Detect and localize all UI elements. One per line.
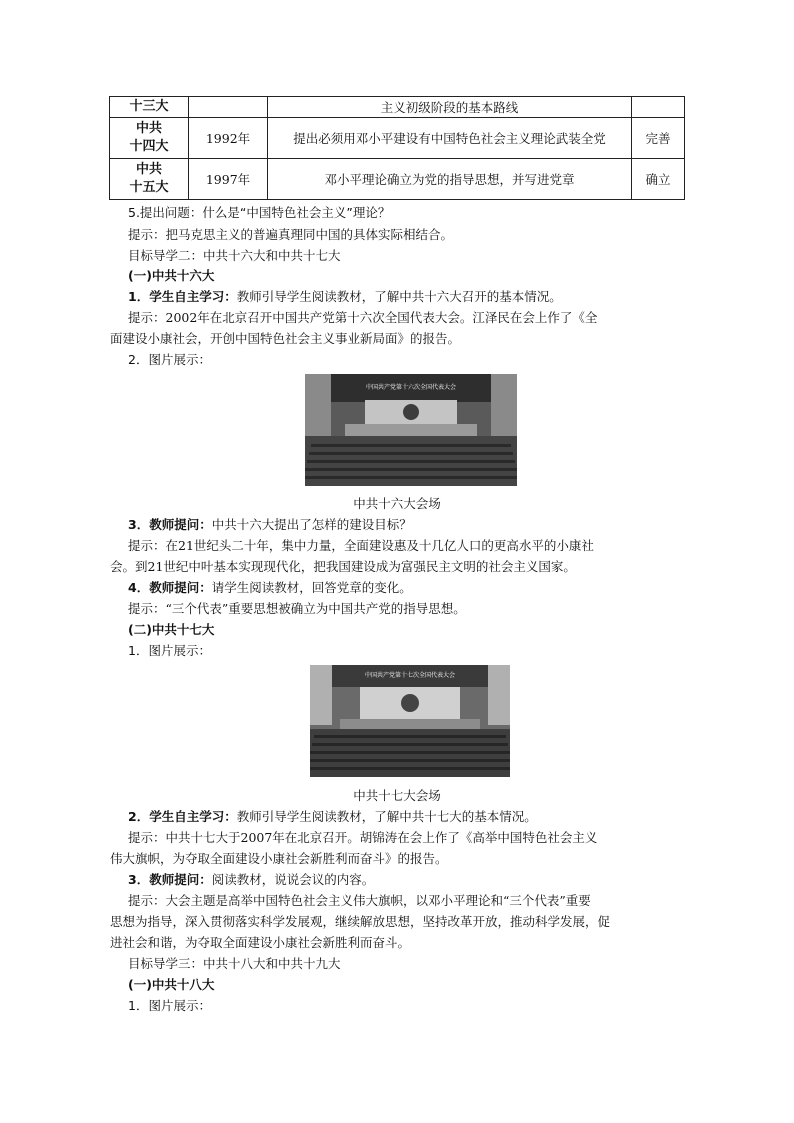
s16-item-3 — [128, 517, 412, 533]
congress-17-caption: 中共十七大会场 — [353, 788, 441, 803]
s17-item-3-hint-line-3: 进社会和谐，为夺取全面建设小康社会新胜利而奋斗。 — [110, 935, 411, 950]
table-row — [110, 118, 685, 159]
session-text: 中共 十五大 — [129, 162, 169, 195]
s16-item-3-hint-line-1: 提示：在21世纪头二十年，集中力量，全面建设惠及十几亿人口的更高水平的小康社 — [128, 538, 594, 553]
s18-item-1: 1．图片展示： — [128, 998, 211, 1013]
status-cell: 确立 — [632, 159, 685, 200]
section-17-heading: (二)中共十七大 — [128, 622, 215, 637]
section-18-heading: (一)中共十八大 — [128, 977, 215, 992]
photo-banner-text: 中国共产党第十七次全国代表大会 — [364, 672, 456, 679]
item-text: 教师引导学生阅读教材，了解中共十六大召开的基本情况。 — [236, 289, 562, 304]
congress-17-photo — [310, 665, 510, 777]
year-cell: 1997年 — [189, 159, 268, 200]
s16-item-2: 2．图片展示： — [128, 352, 211, 367]
section-16-heading: (一)中共十六大 — [128, 268, 215, 283]
party-congress-table — [109, 96, 685, 200]
session-cell — [110, 159, 189, 200]
goal-2-title — [128, 248, 341, 264]
s16-item-4 — [128, 580, 412, 596]
item-label: 4．教师提问： — [128, 580, 212, 595]
item-text: 教师引导学生阅读教材，了解中共十七大的基本情况。 — [236, 809, 537, 824]
year-cell: 1992年 — [189, 118, 268, 159]
goal-3-text: 目标导学三：中共十八大和中共十九大 — [128, 956, 341, 971]
goal-3-title — [128, 956, 341, 972]
s17-item-2-hint-line-2: 伟大旗帜，为夺取全面建设小康社会新胜利而奋斗》的报告。 — [110, 851, 448, 866]
congress-16-photo — [305, 374, 517, 486]
goal-2-text: 目标导学二：中共十六大和中共十七大 — [128, 248, 341, 263]
s17-item-2-hint-line-1: 提示：中共十七大于2007年在北京召开。胡锦涛在会上作了《高举中国特色社会主义 — [128, 830, 598, 845]
item-label: 1．学生自主学习： — [128, 289, 237, 304]
s16-item-3-hint-line-2: 会。到21世纪中叶基本实现现代化，把我国建设成为富强民主文明的社会主义国家。 — [110, 559, 576, 574]
s17-item-2 — [128, 809, 537, 825]
item-label: 3．教师提问： — [128, 872, 212, 887]
s17-item-3 — [128, 872, 374, 888]
question-5: 5.提出问题：什么是“中国特色社会主义”理论？ — [128, 205, 391, 220]
session-cell: 十三大 — [110, 97, 189, 118]
s17-item-1: 1．图片展示： — [128, 643, 211, 658]
s16-item-4-hint: 提示：“三个代表”重要思想被确立为中国共产党的指导思想。 — [128, 601, 466, 616]
congress-16-caption: 中共十六大会场 — [353, 496, 441, 511]
content-cell: 主义初级阶段的基本路线 — [268, 97, 632, 118]
item-label: 3．教师提问： — [128, 517, 212, 532]
year-cell — [189, 97, 268, 118]
s16-item-1 — [128, 289, 562, 305]
content-cell: 邓小平理论确立为党的指导思想，并写进党章 — [268, 159, 632, 200]
item-text: 请学生阅读教材，回答党章的变化。 — [211, 580, 412, 595]
question-5-hint: 提示：把马克思主义的普遍真理同中国的具体实际相结合。 — [128, 227, 454, 242]
s16-item-1-hint-line-2: 面建设小康社会，开创中国特色社会主义事业新局面》的报告。 — [110, 331, 461, 346]
table-row — [110, 97, 685, 118]
item-label: 2．学生自主学习： — [128, 809, 237, 824]
session-cell — [110, 118, 189, 159]
status-cell: 完善 — [632, 118, 685, 159]
photo-banner-text: 中国共产党第十六次全国代表大会 — [365, 384, 457, 391]
s17-item-3-hint-line-2: 思想为指导，深入贯彻落实科学发展观，继续解放思想，坚持改革开放，推动科学发展，促 — [110, 914, 611, 929]
status-cell — [632, 97, 685, 118]
session-text: 中共 十四大 — [129, 121, 169, 154]
s16-item-1-hint-line-1: 提示：2002年在北京召开中国共产党第十六次全国代表大会。江泽民在会上作了《全 — [128, 310, 598, 325]
item-text: 中共十六大提出了怎样的建设目标？ — [211, 517, 412, 532]
congress-hall-image — [305, 374, 517, 486]
item-text: 阅读教材，说说会议的内容。 — [211, 872, 375, 887]
table-row — [110, 159, 685, 200]
content-cell: 提出必须用邓小平建设有中国特色社会主义理论武装全党 — [268, 118, 632, 159]
s17-item-3-hint-line-1: 提示：大会主题是高举中国特色社会主义伟大旗帜，以邓小平理论和“三个代表”重要 — [128, 893, 591, 908]
congress-hall-image — [310, 665, 510, 777]
